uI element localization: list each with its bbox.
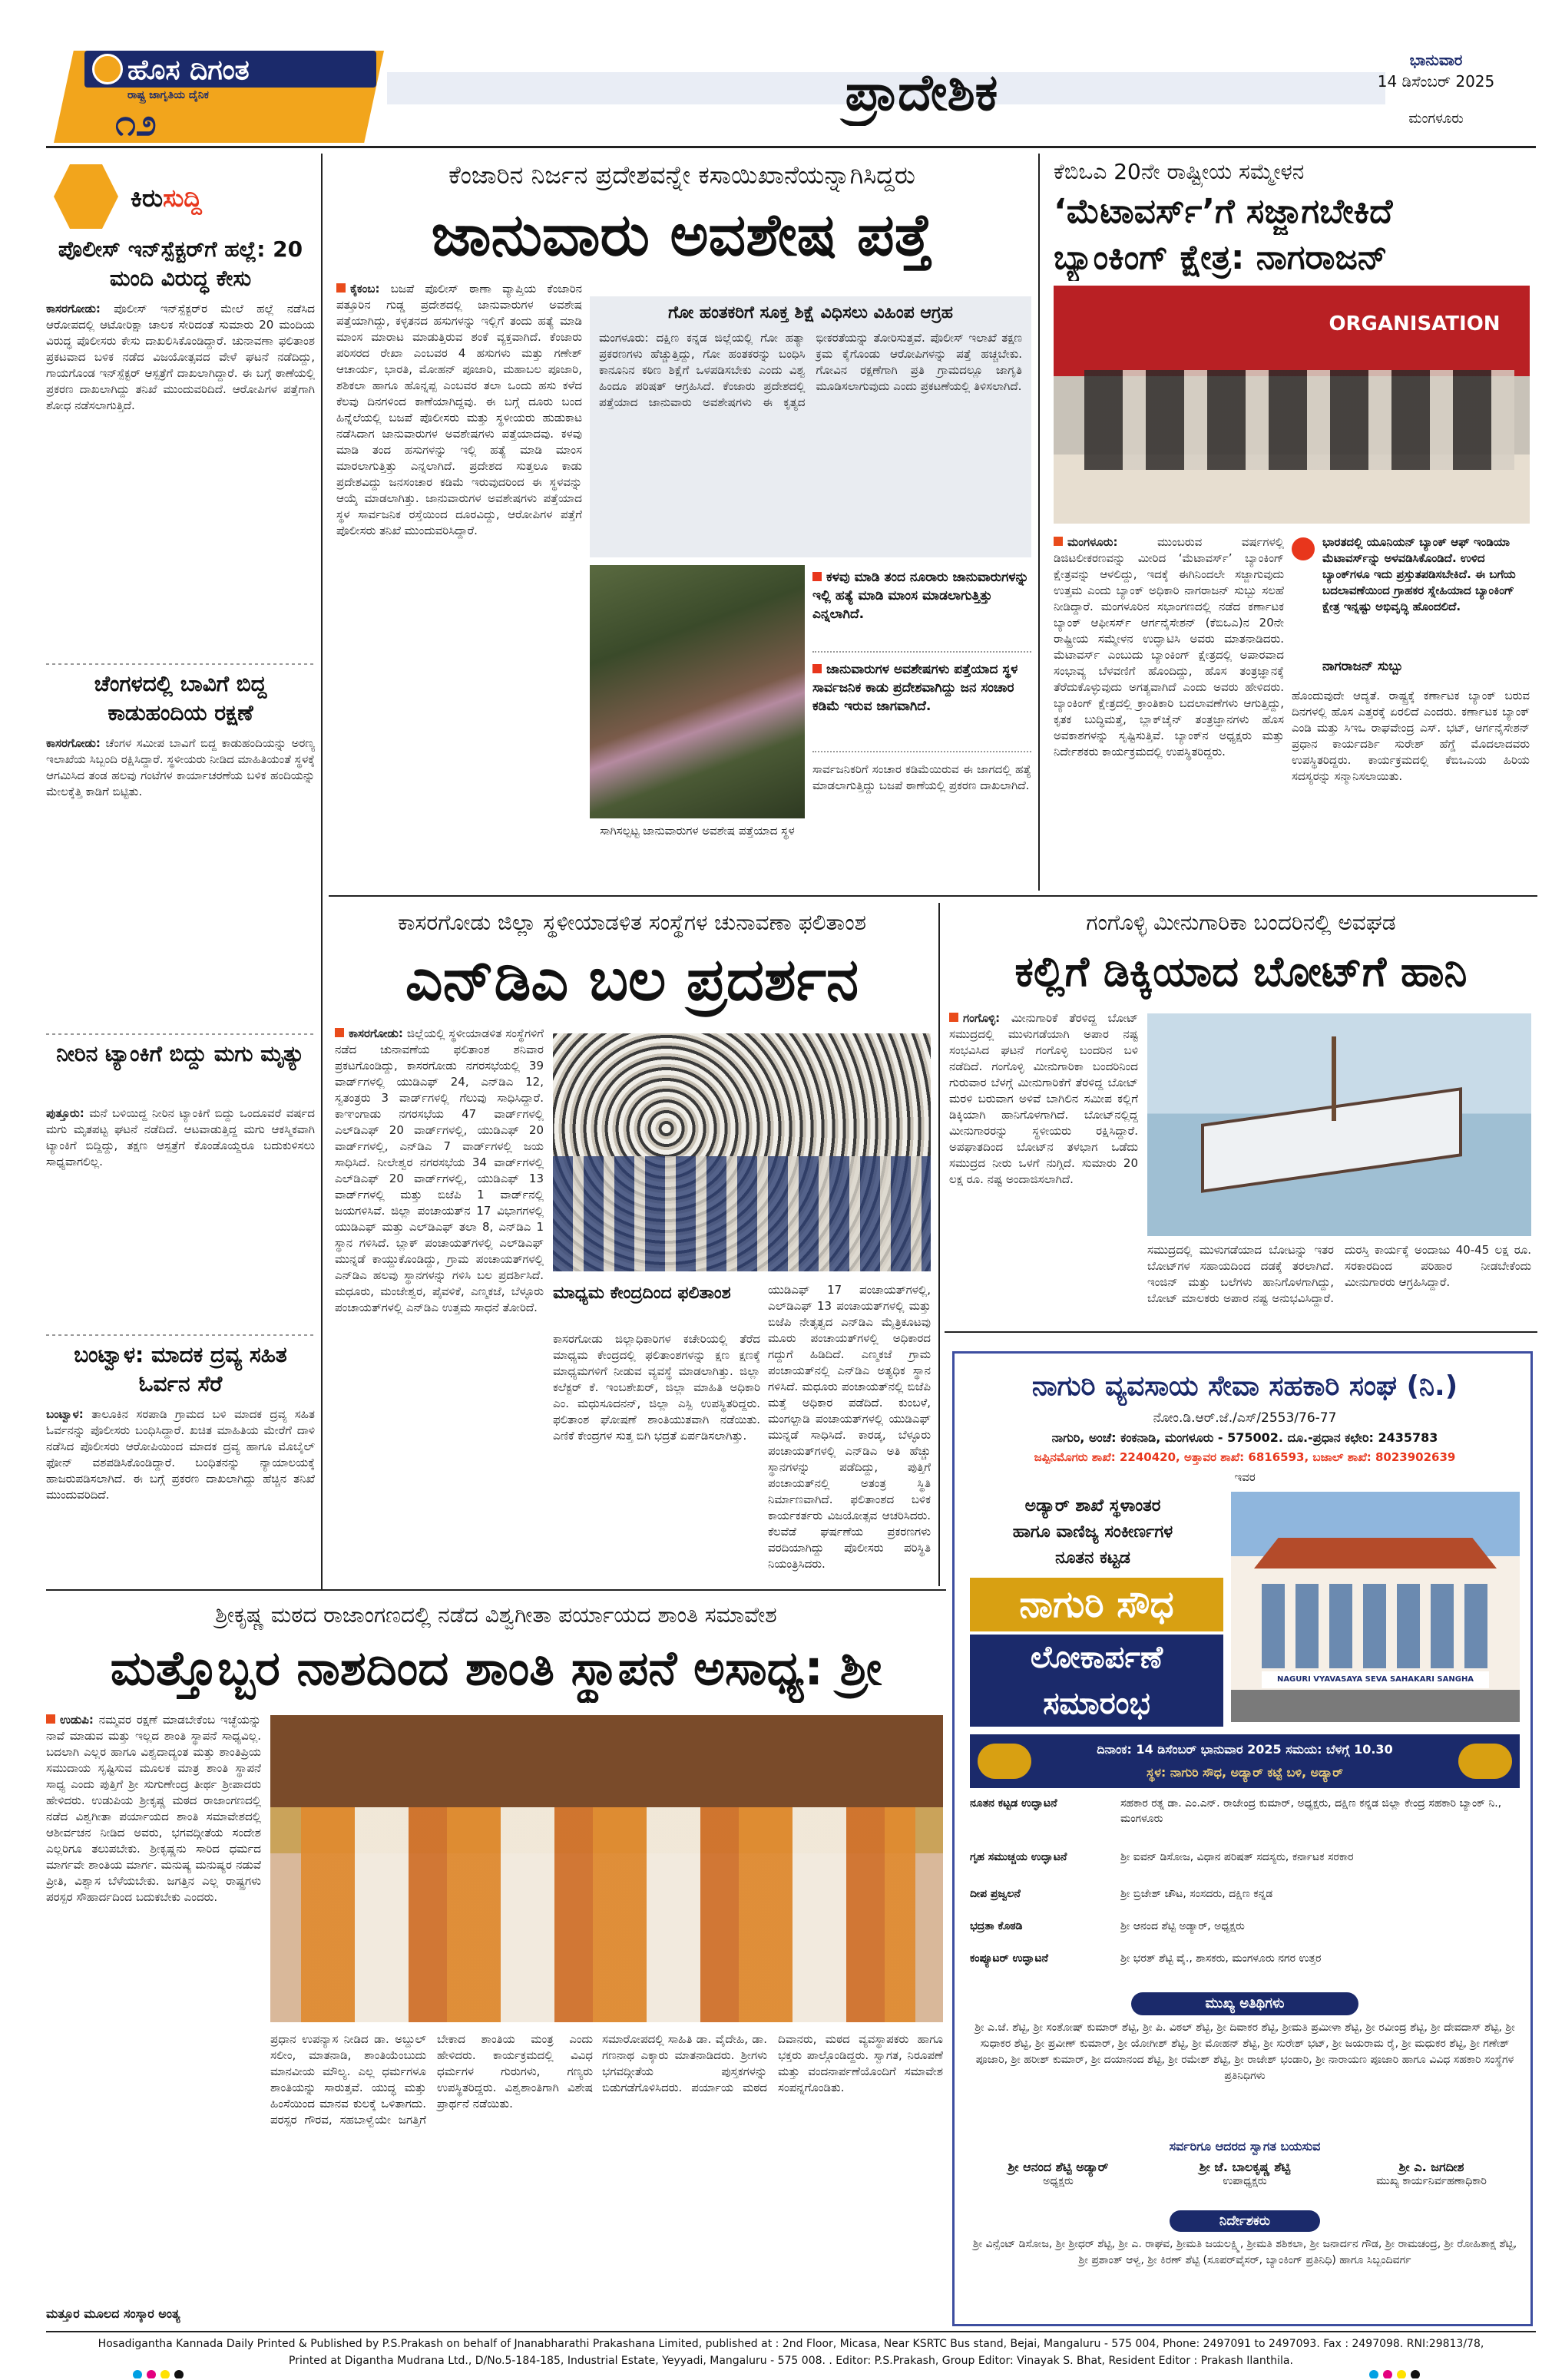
story-boat-body xyxy=(949,1010,1138,1325)
masthead xyxy=(0,0,1542,150)
row-rule-1 xyxy=(329,895,1537,897)
story-metaverse xyxy=(1046,150,1537,895)
story-metaverse-quote-by: ನಾಗರಾಜನ್ ಸುಬ್ಬು xyxy=(1322,659,1404,674)
ad-row-2-k: ಗೃಹ ಸಮುಚ್ಚಯ ಉದ್ಘಾಟನೆ xyxy=(970,1851,1067,1863)
story-metaverse-headline-b: ಬ್ಯಾಂಕಿಂಗ್ ಕ್ಷೇತ್ರ: ನಾಗರಾಜನ್ xyxy=(1054,238,1388,277)
kiru-divider-1 xyxy=(46,663,315,665)
ad-hosts-title: ಸರ್ವರಿಗೂ ಆದರದ ಸ್ವಾಗತ ಬಯಸುವ xyxy=(1169,2139,1321,2154)
police-row xyxy=(553,1156,931,1271)
bullet-icon xyxy=(949,1013,958,1022)
story-boat-headline: ಕಲ್ಲಿಗೆ ಡಿಕ್ಕಿಯಾದ ಬೋಟ್‌ಗೆ ಹಾನಿ xyxy=(1014,947,1468,996)
ad-row-1-v: ಸಹಕಾರ ರತ್ನ ಡಾ. ಎಂ.ಎನ್. ರಾಜೇಂದ್ರ ಕುಮಾರ್, ಅಧ್ಯಕ್ಷರು, ದಕ್ಷಿಣ ಕನ್ನಡ ಜಿಲ್ಲಾ ಕೇಂದ್ರ ಸಹಕಾರಿ ಬ್ಯಾಂಕ್ ನಿ., ಮಂಗಳೂರು xyxy=(1120,1797,1502,1825)
story-metaverse-quote-text: ಭಾರತದಲ್ಲಿ ಯೂನಿಯನ್ ಬ್ಯಾಂಕ್ ಆಫ್ ಇಂಡಿಯಾ ಮೆಟಾವರ್ಸ್‌ನ್ನು ಅಳವಡಿಸಿಕೊಂಡಿದೆ. ಉಳಿದ ಬ್ಯಾಂಕ್‌ಗಳೂ ಇದು ಪ್ರಸ್ತುತಪಡಿಸಬೇಕಿದೆ. ಈ ಬಗೆಯ ಬದಲಾವಣೆಯಿಂದ ಗ್ರಾಹಕರ ಸ್ನೇಹಿಯಾದ ಬ್ಯಾಂಕಿಂಗ್ ಕ್ಷೇತ್ರ ಇನ್ನಷ್ಟು ಅಭಿವೃದ್ಧಿ ಹೊಂದಲಿದೆ. xyxy=(1322,535,1516,613)
ad-directors-title: ನಿರ್ದೇಶಕರು xyxy=(1170,2210,1320,2232)
story-metaverse-headline-a: ‘ಮೆಟಾವರ್ಸ್’ಗೆ ಸಜ್ಜಾಗಬೇಕಿದೆ xyxy=(1054,192,1393,231)
ad-host-1 xyxy=(970,2160,1147,2206)
ad-host-2-role: ಉಪಾಧ್ಯಕ್ಷರು xyxy=(1223,2175,1267,2187)
ad-line1: ಅಡ್ಯಾರ್ ಶಾಖೆ ಸ್ಥಳಾಂತರ xyxy=(1024,1496,1161,1516)
kiru-divider-3 xyxy=(46,1334,315,1336)
ad-row-2-v: ಶ್ರೀ ಐವನ್ ಡಿಸೋಜ, ವಿಧಾನ ಪರಿಷತ್ ಸದಸ್ಯರು, ಕರ್ನಾಟಕ ಸರಕಾರ xyxy=(1120,1851,1354,1863)
story-udupi-text: ನಮ್ಮವರ ರಕ್ಷಣೆ ಮಾಡಬೇಕೆಂಬ ಇಚ್ಛೆಯನ್ನು ನಾವೆ ಮಾಡುವ ಮತ್ತು ಇಲ್ಲದ ಶಾಂತಿ ಸ್ಥಾಪನೆ ಸಾಧ್ಯವಿಲ್ಲ. ಬದಲಾಗಿ ಎಲ್ಲರ ಹಾಗೂ ವಿಶ್ವದಾದ್ಯಂತ ಮತ್ತು ಶಾಂತಿಪ್ರಿಯ ಸಮುದಾಯ ಸೃಷ್ಟಿಸುವ ಮೂಲಕ ಮಾತ್ರ ಶಾಂತಿ ಸ್ಥಾಪನೆ ಸಾಧ್ಯ ಎಂದು ಪುತ್ತಿಗೆ ಶ್ರೀ ಸುಗುಣೇಂದ್ರ ತೀರ್ಥ ಶ್ರೀಪಾದರು ಹೇಳಿದರು. ಉಡುಪಿಯ ಶ್ರೀಕೃಷ್ಣ ಮಠದ ರಾಜಾಂಗಣದಲ್ಲಿ ನಡೆದ ವಿಶ್ವಗೀತಾ ಪರ್ಯಾಯದ ಶಾಂತಿ ಸಮಾವೇಶದಲ್ಲಿ ಆಶೀರ್ವಚನ ನೀಡಿದ ಅವರು, ಭಗವದ್ಗೀತೆಯ ಸಂದೇಶ ಎಲ್ಲರಿಗೂ ತಲುಪಬೇಕು. ಶ್ರೀಕೃಷ್ಣನು ಸಾರಿದ ಧರ್ಮದ ಮಾರ್ಗವೇ ಶಾಂತಿಯ ಮಾರ್ಗ. ಮನುಷ್ಯ ಮನುಷ್ಯರ ನಡುವೆ ಪ್ರೀತಿ, ವಿಶ್ವಾಸ ಬೆಳೆಯಬೇಕು. ಜಗತ್ತಿನ ಎಲ್ಲ ರಾಷ್ಟ್ರಗಳು ಪರಸ್ಪರ ಸೌಹಾರ್ದದಿಂದ ಬದುಕಬೇಕು ಎಂದರು. xyxy=(46,1713,261,1904)
people-row xyxy=(1084,370,1514,470)
story-boat-text: ಮೀನುಗಾರಿಕೆ ತೆರಳಿದ್ದ ಬೋಟ್ ಸಮುದ್ರದಲ್ಲಿ ಮುಳುಗಡೆಯಾಗಿ ಅಪಾರ ನಷ್ಟ ಸಂಭವಿಸಿದ ಘಟನೆ ಗಂಗೊಳ್ಳಿ ಬಂದರಿನ ಬಳಿ ನಡೆದಿದೆ. ಗಂಗೊಳ್ಳಿ ಮೀನುಗಾರಿಕಾ ಬಂದರಿನಿಂದ ಗುರುವಾರ ಬೆಳಗ್ಗೆ ಮೀನುಗಾರಿಕೆಗೆ ತೆರಳಿದ್ದ ಬೋಟ್ ಮರಳಿ ಬರುವಾಗ ಅಳಿವೆ ಬಾಗಿಲಿನ ಸಮೀಪ ಕಲ್ಲಿಗೆ ಡಿಕ್ಕಿಯಾಗಿ ಹಾನಿಗೊಳಗಾಗಿದೆ. ಬೋಟ್‌ನಲ್ಲಿದ್ದ ಮೀನುಗಾರರನ್ನು ಸ್ಥಳೀಯರು ರಕ್ಷಿಸಿದ್ದಾರೆ. ಅಪಘಾತದಿಂದ ಬೋಟ್‌ನ ತಳಭಾಗ ಒಡೆದು ಸಮುದ್ರದ ನೀರು ಒಳಗೆ ನುಗ್ಗಿದೆ. ಸುಮಾರು 20 ಲಕ್ಷ ರೂ. ನಷ್ಟ ಅಂದಾಜಿಸಲಾಗಿದೆ. xyxy=(949,1011,1138,1186)
ad-row-1-k: ನೂತನ ಕಟ್ಟಡ ಉದ್ಘಾಟನೆ xyxy=(970,1797,1057,1810)
cmyk-yellow-icon xyxy=(160,2370,170,2378)
kiru-item-3-title: ನೀರಿನ ಟ್ಯಾಂಕಿಗೆ ಬಿದ್ದು ಮಗು ಮೃತ್ಯು xyxy=(56,1041,305,1066)
kiru-item-3-text: ಮನೆ ಬಳಿಯಿದ್ದ ನೀರಿನ ಟ್ಯಾಂಕಿಗೆ ಬಿದ್ದು ಒಂದೂವರೆ ವರ್ಷದ ಮಗು ಮೃತಪಟ್ಟ ಘಟನೆ ನಡೆದಿದೆ. ಆಟವಾಡುತ್ತಿದ್ದ ಮಗು ಆಕಸ್ಮಿಕವಾಗಿ ಟ್ಯಾಂಕಿಗೆ ಬಿದ್ದಿದ್ದು, ತಕ್ಷಣ ಆಸ್ಪತ್ರೆಗೆ ಕೊಂಡೊಯ್ದರೂ ಬದುಕುಳಿಸಲು ಸಾಧ್ಯವಾಗಲಿಲ್ಲ. xyxy=(46,1106,315,1169)
ad-building-sign: NAGURI VYAVASAYA SEVA SAHAKARI SANGHA xyxy=(1262,1671,1489,1688)
kirusuddi-column xyxy=(46,154,315,1589)
ad-house: ಇವರ xyxy=(1234,1470,1256,1484)
ad-org: ನಾಗುರಿ ವ್ಯವಸಾಯ ಸೇವಾ ಸಹಕಾರಿ ಸಂಘ (ನಿ.) xyxy=(1031,1370,1458,1402)
story-cattle-box-title: ಗೋ ಹಂತಕರಿಗೆ ಸೂಕ್ತ ಶಿಕ್ಷೆ ವಿಧಿಸಲು ವಿಹಿಂಪ ಆಗ್ರಹ xyxy=(668,303,953,322)
story-metaverse-photo xyxy=(1054,286,1530,524)
ad-phones: ಜಪ್ಪಿನಮೊಗರು ಶಾಖೆ: 2240420, ಅತ್ತಾವರ ಶಾಖೆ: 6816593, ಬಜಾಲ್ ಶಾಖೆ: 8023902639 xyxy=(1034,1450,1456,1464)
story-cattle-photo-caption: ಸಾಗಿಸಲ್ಪಟ್ಟ ಜಾನುವಾರುಗಳ ಅವಶೇಷ ಪತ್ತೆಯಾದ ಸ್ಥಳ xyxy=(600,824,795,838)
story-metaverse-body xyxy=(1054,534,1284,888)
ad-event-b: ಸಮಾರಂಭ xyxy=(970,1681,1223,1727)
ad-host-3-name: ಶ್ರೀ ಎ. ಜಗದೀಶ xyxy=(1398,2160,1464,2174)
ad-guests: ಶ್ರೀ ಎ.ಜೆ. ಶೆಟ್ಟಿ, ಶ್ರೀ ಸಂತೋಷ್ ಕುಮಾರ್ ಶೆಟ್ಟಿ, ಶ್ರೀ ಪಿ. ವಿಠಲ್ ಶೆಟ್ಟಿ, ಶ್ರೀ ದಿವಾಕರ ಶೆಟ್ಟಿ, ಶ್ರೀಮತಿ ಪ್ರಮೀಳಾ ಶೆಟ್ಟಿ, ಶ್ರೀ ರವೀಂದ್ರ ಶೆಟ್ಟಿ, ಶ್ರೀ ದೇವದಾಸ್ ಶೆಟ್ಟಿ, ಶ್ರೀ ಸುಧಾಕರ ಶೆಟ್ಟಿ, ಶ್ರೀ ಪ್ರವೀಣ್ ಕುಮಾರ್, ಶ್ರೀ ಯೋಗೀಶ್ ಶೆಟ್ಟಿ, ಶ್ರೀ ಮೋಹನ್ ಶೆಟ್ಟಿ, ಶ್ರೀ ಸುರೇಶ್ ಭಟ್, ಶ್ರೀ ಜಯರಾಮ ರೈ, ಶ್ರೀ ಮಧುಕರ ಶೆಟ್ಟಿ, ಶ್ರೀ ಗಣೇಶ್ ಪೂಜಾರಿ, ಶ್ರೀ ಹರೀಶ್ ಕುಮಾರ್, ಶ್ರೀ ದಯಾನಂದ ಶೆಟ್ಟಿ, ಶ್ರೀ ರಮೇಶ್ ಶೆಟ್ಟಿ, ಶ್ರೀ ರಾಜೇಶ್ ಭಂಡಾರಿ, ಶ್ರೀ ನಾರಾಯಣ ಪೂಜಾರಿ ಹಾಗೂ ವಿವಿಧ ಸಹಕಾರಿ ಸಂಸ್ಥೆಗಳ ಪ್ರತಿನಿಧಿಗಳು xyxy=(975,2021,1515,2082)
story-nda-headline: ಎನ್‌ಡಿಎ ಬಲ ಪ್ರದರ್ಶನ xyxy=(405,945,859,1013)
page-number: ೧೨ xyxy=(115,101,157,144)
story-cattle-pull-c: ಸಾರ್ವಜನಿಕರಿಗೆ ಸಂಚಾರ ಕಡಿಮೆಯಿರುವ ಈ ಜಾಗದಲ್ಲಿ ಹತ್ಯೆ ಮಾಡಲಾಗುತ್ತಿದ್ದು ಬಜಪೆ ಠಾಣೆಯಲ್ಲಿ ಪ್ರಕರಣ ದಾಖಲಾಗಿದೆ. xyxy=(812,762,1031,792)
cmyk-black-icon xyxy=(174,2370,184,2378)
boat-mast xyxy=(1332,1036,1336,1121)
ad-host-3-role: ಮುಖ್ಯ ಕಾರ್ಯನಿರ್ವಹಣಾಧಿಕಾರಿ xyxy=(1376,2175,1487,2187)
story-cattle-text: ಬಜಪೆ ಪೊಲೀಸ್ ಠಾಣಾ ವ್ಯಾಪ್ತಿಯ ಕೆಂಜಾರಿನ ಪತ್ತೂರಿನ ಗುಡ್ಡ ಪ್ರದೇಶದಲ್ಲಿ ಜಾನುವಾರುಗಳ ಅವಶೇಷ ಪತ್ತೆಯಾಗಿದ್ದು, ಕಳ್ಳತನದ ಹಸುಗಳನ್ನು ಇಲ್ಲಿಗೆ ತಂದು ಹತ್ಯೆ ಮಾಡಿ ಮಾಂಸ ಮಾರಾಟ ಮಾಡುತ್ತಿರುವ ಶಂಕೆ ವ್ಯಕ್ತವಾಗಿದೆ. ಕೆಂಜಾರು ಪರಿಸರದ ರೇಖಾ ಎಂಬವರ 4 ಹಸುಗಳು ಮತ್ತು ಗಣೇಶ್ ಆಚಾರ್ಯ, ಭಾರತಿ, ಮೋಹನ್ ಪೂಜಾರಿ, ಮಹಾಬಲ ಪೂಜಾರಿ, ಶಶಿಕಲಾ ಹಾಗೂ ಹೊನ್ನಪ್ಪ ಎಂಬವರ ತಲಾ ಒಂದು ಹಸು ಕಳೆದ ಕೆಲವು ದಿನಗಳಿಂದ ಕಾಣೆಯಾಗಿದ್ದವು. ಈ ಬಗ್ಗೆ ದೂರು ಬಂದ ಹಿನ್ನೆಲೆಯಲ್ಲಿ ಬಜಪೆ ಪೊಲೀಸರು ಮತ್ತು ಸ್ಥಳೀಯರು ಹುಡುಕಾಟ ನಡೆಸಿದಾಗ ಜಾನುವಾರುಗಳ ಅವಶೇಷಗಳು ಪತ್ತೆಯಾದವು. ಕಳವು ಮಾಡಿ ತಂದ ಹಸುಗಳನ್ನು ಇಲ್ಲಿ ಹತ್ಯೆ ಮಾಡಿ ಮಾಂಸ ಮಾರಲಾಗುತ್ತಿತ್ತು ಎನ್ನಲಾಗಿದೆ. ಪ್ರದೇಶದ ಸುತ್ತಲೂ ಕಾಡು ಪ್ರದೇಶವಿದ್ದು ಜನಸಂಚಾರ ಕಡಿಮೆ ಇರುವುದರಿಂದ ಈ ಸ್ಥಳವನ್ನು ಆಯ್ಕೆ ಮಾಡಲಾಗಿತ್ತು. ಜಾನುವಾರುಗಳ ಅವಶೇಷಗಳು ಪತ್ತೆಯಾದ ಸ್ಥಳ ಸಾರ್ವಜನಿಕ ರಸ್ತೆಯಿಂದ ದೂರವಿದ್ದು, ಆರೋಪಿಗಳ ಪತ್ತೆಗೆ ಪೊಲೀಸರು ತನಿಖೆ ಮುಂದುವರಿಸಿದ್ದಾರೆ. xyxy=(336,282,582,537)
story-udupi-body2: ಪ್ರಧಾನ ಉಪನ್ಯಾಸ ನೀಡಿದ ಡಾ. ಅಬ್ದುಲ್ ಸಲೀಂ, ಮಾತನಾಡಿ, ಶಾಂತಿಯೆಂಬುದು ಮಾನವೀಯ ಮೌಲ್ಯ. ಎಲ್ಲ ಧರ್ಮಗಳೂ ಶಾಂತಿಯನ್ನು ಸಾರುತ್ತವೆ. ಯುದ್ಧ ಮತ್ತು ಹಿಂಸೆಯಿಂದ ಮಾನವ ಕುಲಕ್ಕೆ ಒಳಿತಾಗದು. ಪರಸ್ಪರ ಗೌರವ, ಸಹಬಾಳ್ವೆಯೇ ಜಗತ್ತಿಗೆ ಬೇಕಾದ ಶಾಂತಿಯ ಮಂತ್ರ ಎಂದು ಹೇಳಿದರು. ಕಾರ್ಯಕ್ರಮದಲ್ಲಿ ವಿವಿಧ ಧರ್ಮಗಳ ಗುರುಗಳು, ಗಣ್ಯರು ಉಪಸ್ಥಿತರಿದ್ದರು. ವಿಶ್ವಶಾಂತಿಗಾಗಿ ವಿಶೇಷ ಪ್ರಾರ್ಥನೆ ನಡೆಯಿತು. xyxy=(270,2032,593,2127)
ad-host-3 xyxy=(1343,2160,1520,2206)
story-cattle-pull-b xyxy=(812,660,1031,752)
story-nda-kicker: ಕಾಸರಗೋಡು ಜಿಲ್ಲಾ ಸ್ಥಳೀಯಾಡಳಿತ ಸಂಸ್ಥೆಗಳ ಚುನಾವಣಾ ಫಲಿತಾಂಶ xyxy=(398,910,866,935)
column-rule-left xyxy=(321,154,323,1589)
column-rule-nda xyxy=(938,903,940,1586)
story-nda-box-body: ಕಾಸರಗೋಡು ಜಿಲ್ಲಾಧಿಕಾರಿಗಳ ಕಚೇರಿಯಲ್ಲಿ ತೆರೆದ ಮಾಧ್ಯಮ ಕೇಂದ್ರದಲ್ಲಿ ಫಲಿತಾಂಶಗಳನ್ನು ಕ್ಷಣ ಕ್ಷಣಕ್ಕೆ ಮಾಧ್ಯಮಗಳಿಗೆ ನೀಡುವ ವ್ಯವಸ್ಥೆ ಮಾಡಲಾಗಿತ್ತು. ಜಿಲ್ಲಾ ಕಲೆಕ್ಟರ್ ಕೆ. ಇಂಬಶೇಖರ್, ಜಿಲ್ಲಾ ಮಾಹಿತಿ ಅಧಿಕಾರಿ ಎಂ. ಮಧುಸೂದನನ್, ಜಿಲ್ಲಾ ಎಸ್ಪಿ ಉಪಸ್ಥಿತರಿದ್ದರು. ಫಲಿತಾಂಶ ಘೋಷಣೆ ಶಾಂತಿಯುತವಾಗಿ ನಡೆಯಿತು. ಎಣಿಕೆ ಕೇಂದ್ರಗಳ ಸುತ್ತ ಬಿಗಿ ಭದ್ರತೆ ಏರ್ಪಡಿಸಲಾಗಿತ್ತು. xyxy=(553,1332,760,1443)
ad-host-1-role: ಅಧ್ಯಕ್ಷರು xyxy=(1043,2175,1074,2187)
story-boat-kicker: ಗಂಗೊಳ್ಳಿ ಮೀನುಗಾರಿಕಾ ಬಂದರಿನಲ್ಲಿ ಅವಘಡ xyxy=(1086,910,1396,935)
kiru-item-3-place: ಪುತ್ತೂರು: xyxy=(46,1106,84,1120)
story-boat-body2: ಸಮುದ್ರದಲ್ಲಿ ಮುಳುಗಡೆಯಾದ ಬೋಟನ್ನು ಇತರ ಬೋಟ್‌ಗಳ ಸಹಾಯದಿಂದ ದಡಕ್ಕೆ ತರಲಾಗಿದೆ. ಇಂಜಿನ್ ಮತ್ತು ಬಲೆಗಳು ಹಾನಿಗೊಳಗಾಗಿದ್ದು, ಬೋಟ್ ಮಾಲಕರು ಅಪಾರ ನಷ್ಟ ಅನುಭವಿಸಿದ್ದಾರೆ. ದುರಸ್ತಿ ಕಾರ್ಯಕ್ಕೆ ಅಂದಾಜು 40-45 ಲಕ್ಷ ರೂ. ಸರಕಾರದಿಂದ ಪರಿಹಾರ ನೀಡಬೇಕೆಂದು ಮೀನುಗಾರರು ಆಗ್ರಹಿಸಿದ್ದಾರೆ. xyxy=(1147,1243,1531,1305)
kirusuddi-label xyxy=(131,181,315,215)
story-cattle-pull-b-text: ಜಾನುವಾರುಗಳ ಅವಶೇಷಗಳು ಪತ್ತೆಯಾದ ಸ್ಥಳ ಸಾರ್ವಜನಿಕ ಕಾಡು ಪ್ರದೇಶವಾಗಿದ್ದು ಜನ ಸಂಚಾರ ಕಡಿಮೆ ಇರುವ ಜಾಗವಾಗಿದೆ. xyxy=(812,662,1018,714)
story-nda-box xyxy=(553,1282,760,1586)
edition-city: ಮಂಗಳೂರು xyxy=(1408,111,1464,127)
kirusuddi-label-b: ಸುದ್ದಿ xyxy=(163,183,202,213)
ad-date-line: ದಿನಾಂಕ: 14 ಡಿಸೆಂಬರ್ ಭಾನುವಾರ 2025 ಸಮಯ: ಬೆಳಗ್ಗೆ 10.30 xyxy=(1097,1742,1393,1757)
quote-mark-icon xyxy=(1292,537,1315,560)
story-boat-place: ಗಂಗೊಳ್ಳಿ: xyxy=(963,1011,1001,1025)
kirusuddi-label-a: ಕಿರು xyxy=(131,183,164,213)
ad-date-band xyxy=(970,1734,1520,1788)
story-cattle-pull-a xyxy=(812,568,1031,653)
kiru-item-2-text: ಚೆಂಗಳ ಸಮೀಪ ಬಾವಿಗೆ ಬಿದ್ದ ಕಾಡುಹಂದಿಯನ್ನು ಅರಣ್ಯ ಇಲಾಖೆಯ ಸಿಬ್ಬಂದಿ ರಕ್ಷಿಸಿದ್ದಾರೆ. ಸ್ಥಳೀಯರು ನೀಡಿದ ಮಾಹಿತಿಯಂತೆ ಸ್ಥಳಕ್ಕೆ ಆಗಮಿಸಿದ ತಂಡ ಹಲವು ಗಂಟೆಗಳ ಕಾರ್ಯಾಚರಣೆಯ ಬಳಿಕ ಹಂದಿಯನ್ನು ಮೇಲಕ್ಕೆತ್ತಿ ಕಾಡಿಗೆ ಬಿಟ್ಟಿತು. xyxy=(46,736,315,798)
story-cattle-photo xyxy=(590,565,805,818)
ad-reg: ನೋಂ.ಡಿ.ಆರ್.ಜೆ./ಎಸ್/2553/76-77 xyxy=(1153,1410,1337,1426)
bullet-icon xyxy=(335,1028,344,1037)
ad-row-5-k: ಕಂಪ್ಯೂಟರ್ ಉದ್ಘಾಟನೆ xyxy=(970,1952,1048,1965)
story-udupi-headline: ಮತ್ತೊಬ್ಬರ ನಾಶದಿಂದ ಶಾಂತಿ ಸ್ಥಾಪನೆ ಅಸಾಧ್ಯ: ಶ್ರೀ xyxy=(110,1640,882,1696)
ad-host-2 xyxy=(1156,2160,1333,2206)
ad-line3: ನೂತನ ಕಟ್ಟಡ xyxy=(1055,1549,1130,1568)
kiru-item-2-title: ಚೆಂಗಳದಲ್ಲಿ ಬಾವಿಗೆ ಬಿದ್ದ ಕಾಡುಹಂದಿಯ ರಕ್ಷಣೆ xyxy=(94,671,267,726)
story-metaverse-place: ಮಂಗಳೂರು: xyxy=(1067,535,1118,549)
kiru-item-4-text: ತಾಲೂಕಿನ ಸರಪಾಡಿ ಗ್ರಾಮದ ಬಳಿ ಮಾದಕ ದ್ರವ್ಯ ಸಹಿತ ಓರ್ವನನ್ನು ಪೊಲೀಸರು ಬಂಧಿಸಿದ್ದಾರೆ. ಖಚಿತ ಮಾಹಿತಿಯ ಮೇರೆಗೆ ದಾಳಿ ನಡೆಸಿದ ಪೊಲೀಸರು ಆರೋಪಿಯಿಂದ ಮಾದಕ ದ್ರವ್ಯ ಹಾಗೂ ಮೊಬೈಲ್ ಫೋನ್ ವಶಪಡಿಸಿಕೊಂಡಿದ್ದಾರೆ. ಬಂಧಿತನನ್ನು ನ್ಯಾಯಾಲಯಕ್ಕೆ ಹಾಜರುಪಡಿಸಲಾಗಿದೆ. ಈ ಬಗ್ಗೆ ಪ್ರಕರಣ ದಾಖಲಾಗಿದ್ದು ಹೆಚ್ಚಿನ ತನಿಖೆ ಮುಂದುವರಿದಿದೆ. xyxy=(46,1407,315,1502)
story-cattle-box-body: ಮಂಗಳೂರು: ದಕ್ಷಿಣ ಕನ್ನಡ ಜಿಲ್ಲೆಯಲ್ಲಿ ಗೋ ಹತ್ಯಾ ಪ್ರಕರಣಗಳು ಹೆಚ್ಚುತ್ತಿದ್ದು, ಗೋ ಹಂತಕರನ್ನು ಬಂಧಿಸಿ ಕಾನೂನಿನ ಕಠಿಣ ಶಿಕ್ಷೆಗೆ ಒಳಪಡಿಸಬೇಕು ಎಂದು ವಿಶ್ವ ಹಿಂದೂ ಪರಿಷತ್ ಆಗ್ರಹಿಸಿದೆ. ಕೆಂಜಾರು ಪ್ರದೇಶದಲ್ಲಿ ಪತ್ತೆಯಾದ ಜಾನುವಾರು ಅವಶೇಷಗಳು ಈ ಕೃತ್ಯದ ಭೀಕರತೆಯನ್ನು ತೋರಿಸುತ್ತವೆ. ಪೊಲೀಸ್ ಇಲಾಖೆ ತಕ್ಷಣ ಕ್ರಮ ಕೈಗೊಂಡು ಆರೋಪಿಗಳನ್ನು ಪತ್ತೆ ಹಚ್ಚಬೇಕು. ಗೋವಿನ ರಕ್ಷಣೆಗಾಗಿ ಪ್ರತಿ ಗ್ರಾಮದಲ್ಲೂ ಜಾಗೃತಿ ಮೂಡಿಸಲಾಗುವುದು ಎಂದು ಪ್ರಕಟಣೆಯಲ್ಲಿ ತಿಳಿಸಲಾಗಿದೆ. xyxy=(599,331,1022,409)
story-cattle-body xyxy=(336,281,582,888)
footer-line-1: Hosadigantha Kannada Daily Printed & Published by P.S.Prakash on behalf of Jnanabharathi Prakashana Limited, published at : 2nd Floor, Micasa, Near KSRTC Bus stand, Bejai, Mangaluru - 575 004, Phone: 2497091 to 2497093. Fax : 2497098. RNI:29813/78, xyxy=(98,2338,1484,2350)
story-nda-place: ಕಾಸರಗೋಡು: xyxy=(349,1026,403,1040)
cmyk-magenta-icon xyxy=(147,2370,156,2378)
footer-line-2: Printed at Digantha Mudrana Ltd., D/No.5-184-185, Industrial Estate, Yeyyadi, Mangaluru - 575 008. . Editor: P.S.Prakash, Group Editor: Vinayak S. Bhat, Resident Editor : Prakash Ilanthila. xyxy=(289,2355,1293,2367)
ad-building-roof xyxy=(1254,1538,1497,1568)
issue-date: 14 ಡಿಸೆಂಬರ್ 2025 xyxy=(1377,72,1495,91)
bullet-icon xyxy=(46,1714,55,1724)
story-udupi-sub: ಮತ್ತೂರ ಮೂಲದ ಸಂಸ್ಕಾರ ಅಂತ್ಯ xyxy=(46,2306,180,2321)
row-rule-boat xyxy=(945,1331,1537,1333)
footer-rule xyxy=(46,2331,1536,2332)
story-udupi xyxy=(46,1592,946,2329)
registration-marks-right xyxy=(1367,2368,1428,2378)
story-udupi-kicker: ಶ್ರೀಕೃಷ್ಣ ಮಠದ ರಾಜಾಂಗಣದಲ್ಲಿ ನಡೆದ ವಿಶ್ವಗೀತಾ ಪರ್ಯಾಯದ ಶಾಂತಿ ಸಮಾವೇಶ xyxy=(215,1602,777,1628)
bullet-icon xyxy=(1054,537,1063,546)
story-cattle-kicker: ಕೆಂಜಾರಿನ ನಿರ್ಜನ ಪ್ರದೇಶವನ್ನೇ ಕಸಾಯಿಖಾನೆಯನ್ನಾಗಿಸಿದ್ದರು xyxy=(448,160,915,190)
cmyk-cyan-icon xyxy=(133,2370,142,2378)
ad-event-a: ಲೋಕಾರ್ಪಣೆ xyxy=(970,1635,1223,1681)
story-boat xyxy=(945,898,1537,1328)
kiru-item-4-title: ಬಂಟ್ವಾಳ: ಮಾದಕ ದ್ರವ್ಯ ಸಹಿತ ಓರ್ವನ ಸೆರೆ xyxy=(74,1342,287,1397)
cmyk-magenta-icon xyxy=(1383,2370,1392,2378)
story-metaverse-banner: ORGANISATION xyxy=(1329,312,1501,336)
handshake-icon xyxy=(978,1744,1031,1779)
kiru-item-4-place: ಬಂಟ್ವಾಳ: xyxy=(46,1407,84,1421)
ad-addr: ನಾಗುರಿ, ಅಂಚೆ: ಕಂಕನಾಡಿ, ಮಂಗಳೂರು - 575002. ದೂ.-ಪ್ರಧಾನ ಕಛೇರಿ: 2435783 xyxy=(1051,1430,1438,1445)
story-metaverse-quote xyxy=(1292,534,1530,680)
story-metaverse-body2: ಹೊಂದುವುದೇ ಆದ್ಯತೆ. ರಾಷ್ಟ್ರಕ್ಕೆ ಕರ್ಣಾಟಕ ಬ್ಯಾಂಕ್ ಬರುವ ದಿನಗಳಲ್ಲಿ ಹೊಸ ಎತ್ತರಕ್ಕೆ ಏರಲಿದೆ ಎಂದರು. ಕರ್ಣಾಟಕ ಬ್ಯಾಂಕ್ ಎಂಡಿ ಮತ್ತು ಸಿಇಒ ರಾಘವೇಂದ್ರ ಎಸ್. ಭಟ್, ಆರ್ಗನೈಸೇಶನ್ ಪ್ರಧಾನ ಕಾರ್ಯದರ್ಶಿ ಸುರೇಶ್ ಹೆಗ್ಡೆ ಮೊದಲಾದವರು ಉಪಸ್ಥಿತರಿದ್ದರು. ಕಾರ್ಯಕ್ರಮದಲ್ಲಿ ಕೆಬಿಒಎಯ ಹಿರಿಯ ಸದಸ್ಯರನ್ನು ಸನ್ಮಾನಿಸಲಾಯಿತು. xyxy=(1292,689,1530,783)
masthead-rule xyxy=(46,146,1536,148)
story-cattle-box xyxy=(590,296,1031,557)
story-udupi-place: ಉಡುಪಿ: xyxy=(60,1713,94,1727)
story-nda-text: ಜಿಲ್ಲೆಯಲ್ಲಿ ಸ್ಥಳೀಯಾಡಳಿತ ಸಂಸ್ಥೆಗಳಿಗೆ ನಡೆದ ಚುನಾವಣೆಯ ಫಲಿತಾಂಶ ಶನಿವಾರ ಪ್ರಕಟಗೊಂಡಿದ್ದು, ಕಾಸರಗೋಡು ನಗರಸಭೆಯಲ್ಲಿ 39 ವಾರ್ಡ್‌ಗಳಲ್ಲಿ ಯುಡಿಎಫ್ 24, ಎನ್‌ಡಿಎ 12, ಸ್ವತಂತ್ರರು 3 ವಾರ್ಡ್‌ಗಳಲ್ಲಿ ಗೆಲುವು ಸಾಧಿಸಿದ್ದಾರೆ. ಕಾಞಂಗಾಡು ನಗರಸಭೆಯ 47 ವಾರ್ಡ್‌ಗಳಲ್ಲಿ ಎಲ್‌ಡಿಎಫ್ 20 ವಾರ್ಡ್‌ಗಳಲ್ಲಿ, ಯುಡಿಎಫ್ 20 ವಾರ್ಡ್‌ಗಳಲ್ಲಿ, ಎನ್‌ಡಿಎ 7 ವಾರ್ಡ್‌ಗಳಲ್ಲಿ ಜಯ ಸಾಧಿಸಿದೆ. ನೀಲೇಶ್ವರ ನಗರಸಭೆಯ 34 ವಾರ್ಡ್‌ಗಳಲ್ಲಿ ಎಲ್‌ಡಿಎಫ್ 20 ವಾರ್ಡ್‌ಗಳಲ್ಲಿ, ಯುಡಿಎಫ್ 13 ವಾರ್ಡ್‌ಗಳಲ್ಲಿ ಮತ್ತು ಬಿಜೆಪಿ 1 ವಾರ್ಡ್‌ನಲ್ಲಿ ಜಯಗಳಿಸಿವೆ. ಜಿಲ್ಲಾ ಪಂಚಾಯತ್‌ನ 17 ವಿಭಾಗಗಳಲ್ಲಿ ಯುಡಿಎಫ್ ಮತ್ತು ಎಲ್‌ಡಿಎಫ್ ತಲಾ 8, ಎನ್‌ಡಿಎ 1 ಸ್ಥಾನ ಗಳಿಸಿದೆ. ಬ್ಲಾಕ್ ಪಂಚಾಯತ್‌ಗಳಲ್ಲಿ ಎಲ್‌ಡಿಎಫ್ ಮುನ್ನಡೆ ಕಾಯ್ದುಕೊಂಡಿದ್ದು, ಗ್ರಾಮ ಪಂಚಾಯತ್‌ಗಳಲ್ಲಿ ಎನ್‌ಡಿಎ ಹಲವು ಸ್ಥಾನಗಳನ್ನು ಗಳಿಸಿ ಬಲ ಪ್ರದರ್ಶಿಸಿದೆ. ಮಧೂರು, ಮಂಜೇಶ್ವರ, ಪೈವಳಿಕೆ, ಎಣ್ಮಕಜೆ, ಬೆಳ್ಳೂರು ಪಂಚಾಯತ್‌ಗಳಲ್ಲಿ ಎನ್‌ಡಿಎ ಉತ್ತಮ ಸಾಧನೆ ತೋರಿದೆ. xyxy=(335,1026,544,1314)
pull-arrow-icon xyxy=(812,664,822,673)
cmyk-yellow-icon xyxy=(1397,2370,1406,2378)
kiru-item-2-body xyxy=(46,735,315,1035)
pull-arrow-icon xyxy=(812,572,822,581)
kiru-item-3-body xyxy=(46,1106,315,1336)
kiru-item-4-body xyxy=(46,1407,315,1583)
story-udupi-photo xyxy=(270,1715,943,2022)
kiru-item-1-place: ಕಾಸರಗೋಡು: xyxy=(46,302,101,316)
ad-directors: ಶ್ರೀ ವಿನ್ಸೆಂಟ್ ಡಿಸೋಜ, ಶ್ರೀ ಶ್ರೀಧರ್ ಶೆಟ್ಟಿ, ಶ್ರೀ ಎ. ರಾಘವ, ಶ್ರೀಮತಿ ಜಯಲಕ್ಷ್ಮಿ, ಶ್ರೀಮತಿ ಶಶಿಕಲಾ, ಶ್ರೀ ಜನಾರ್ದನ ಗೌಡ, ಶ್ರೀ ರಾಮಚಂದ್ರ, ಶ್ರೀ ರೋಹಿತಾಕ್ಷ ಶೆಟ್ಟಿ, ಶ್ರೀ ಪ್ರಶಾಂತ್ ಆಳ್ವ, ಶ್ರೀ ಕಿರಣ್ ಶೆಟ್ಟಿ (ಸೂಪರ್‌ವೈಸರ್, ಬ್ಯಾಂಕಿಂಗ್ ಪ್ರತಿನಿಧಿ) ಹಾಗೂ ಸಿಬ್ಬಂದಿವರ್ಗ xyxy=(972,2238,1517,2266)
logo-text: ಹೊಸ ದಿಗಂತ xyxy=(127,55,250,86)
story-nda-body2: ಯುಡಿಎಫ್ 17 ಪಂಚಾಯತ್‌ಗಳಲ್ಲಿ, ಎಲ್‌ಡಿಎಫ್ 13 ಪಂಚಾಯತ್‌ಗಳಲ್ಲಿ ಮತ್ತು ಬಿಜೆಪಿ ನೇತೃತ್ವದ ಎನ್‌ಡಿಎ ಮೈತ್ರಿಕೂಟವು ಮೂರು ಪಂಚಾಯತ್‌ಗಳಲ್ಲಿ ಅಧಿಕಾರದ ಗದ್ದುಗೆ ಹಿಡಿದಿದೆ. ಎಣ್ಮಕಜೆ ಗ್ರಾಮ ಪಂಚಾಯತ್‌ನಲ್ಲಿ ಎನ್‌ಡಿಎ ಅತ್ಯಧಿಕ ಸ್ಥಾನ ಗಳಿಸಿದೆ. ಮಧೂರು ಪಂಚಾಯತ್‌ನಲ್ಲಿ ಬಿಜೆಪಿ ಮತ್ತೆ ಅಧಿಕಾರ ಪಡೆದಿದೆ. ಕುಂಬಳೆ, ಮಂಗಲ್ಪಾಡಿ ಪಂಚಾಯತ್‌ಗಳಲ್ಲಿ ಯುಡಿಎಫ್ ಮುನ್ನಡೆ ಸಾಧಿಸಿದೆ. ಕಾರಡ್ಕ, ಬೆಳ್ಳೂರು ಪಂಚಾಯತ್‌ಗಳಲ್ಲಿ ಎನ್‌ಡಿಎ ಅತಿ ಹೆಚ್ಚು ಸ್ಥಾನಗಳನ್ನು ಪಡೆದಿದ್ದು, ಪುತ್ತಿಗೆ ಪಂಚಾಯತ್‌ನಲ್ಲಿ ಅತಂತ್ರ ಸ್ಥಿತಿ ನಿರ್ಮಾಣವಾಗಿದೆ. ಫಲಿತಾಂಶದ ಬಳಿಕ ಕಾರ್ಯಕರ್ತರು ವಿಜಯೋತ್ಸವ ಆಚರಿಸಿದರು. ಕೆಲವೆಡೆ ಘರ್ಷಣೆಯ ಪ್ರಕರಣಗಳು ವರದಿಯಾಗಿದ್ದು ಪೊಲೀಸರು ಪರಿಸ್ಥಿತಿ ನಿಯಂತ್ರಿಸಿದರು. xyxy=(768,1283,931,1571)
handshake-icon-right xyxy=(1458,1744,1512,1779)
kiru-item-1-text: ಪೊಲೀಸ್ ಇನ್‌ಸ್ಪೆಕ್ಟರ್‌ರ ಮೇಲೆ ಹಲ್ಲೆ ನಡೆಸಿದ ಆರೋಪದಲ್ಲಿ ಆಟೋರಿಕ್ಷಾ ಚಾಲಕ ಸೇರಿದಂತೆ ಸುಮಾರು 20 ಮಂದಿಯ ವಿರುದ್ಧ ಪೊಲೀಸರು ಕೇಸು ದಾಖಲಿಸಿಕೊಂಡಿದ್ದಾರೆ. ಚುನಾವಣಾ ಫಲಿತಾಂಶ ಪ್ರಕಟವಾದ ಬಳಿಕ ನಡೆದ ವಿಜಯೋತ್ಸವದ ವೇಳೆ ಘಟನೆ ನಡೆದಿದ್ದು, ಗಾಯಗೊಂಡ ಇನ್‌ಸ್ಪೆಕ್ಟರ್ ಆಸ್ಪತ್ರೆಗೆ ದಾಖಲಾಗಿದ್ದಾರೆ. ಈ ಬಗ್ಗೆ ಠಾಣೆಯಲ್ಲಿ ಪ್ರಕರಣ ದಾಖಲಾಗಿದ್ದು ತನಿಖೆ ಮುಂದುವರಿದಿದೆ. ಆರೋಪಿಗಳ ಪತ್ತೆಗಾಗಿ ಶೋಧ ನಡೆಸಲಾಗುತ್ತಿದೆ. xyxy=(46,302,315,412)
story-nda xyxy=(329,898,935,1589)
story-udupi-body xyxy=(46,1712,261,2311)
ad-building-windows xyxy=(1262,1584,1489,1668)
kiru-divider-2 xyxy=(46,1033,315,1035)
ad-building-photo xyxy=(1231,1492,1520,1722)
ad-rows xyxy=(970,1796,1520,1988)
people-group xyxy=(301,1807,915,2022)
ad-guests-title: ಮುಖ್ಯ ಅತಿಥಿಗಳು xyxy=(1131,1992,1358,2015)
ad-venue: ಸ್ಥಳ: ನಾಗುರಿ ಸೌಧ, ಅಡ್ಯಾರ್ ಕಟ್ಟೆ ಬಳಿ, ಅಡ್ಯಾರ್ xyxy=(1147,1765,1343,1780)
kiru-item-1-body xyxy=(46,301,315,662)
ad-bldg-name: ನಾಗುರಿ ಸೌಧ xyxy=(970,1578,1223,1631)
ad-row-3-k: ದೀಪ ಪ್ರಜ್ವಲನೆ xyxy=(970,1888,1021,1900)
story-cattle xyxy=(329,150,1035,895)
column-rule-mid xyxy=(1038,154,1040,891)
story-cattle-headline: ಜಾನುವಾರು ಅವಶೇಷ ಪತ್ತೆ xyxy=(431,200,933,269)
story-cattle-pull-a-text: ಕಳವು ಮಾಡಿ ತಂದ ನೂರಾರು ಜಾನುವಾರುಗಳನ್ನು ಇಲ್ಲಿ ಹತ್ಯೆ ಮಾಡಿ ಮಾಂಸ ಮಾಡಲಾಗುತ್ತಿತ್ತು ಎನ್ನಲಾಗಿದೆ. xyxy=(812,570,1029,622)
story-boat-photo xyxy=(1147,1013,1531,1236)
story-udupi-body3: ಸಮಾರೋಪದಲ್ಲಿ ಸಾಹಿತಿ ಡಾ. ವೈದೇಹಿ, ಡಾ. ಗಣನಾಥ ಎಕ್ಕಾರು ಮಾತನಾಡಿದರು. ಶ್ರೀಗಳು ಭಗವದ್ಗೀತೆಯ ಪುಸ್ತಕಗಳನ್ನು ಬಿಡುಗಡೆಗೊಳಿಸಿದರು. ಪರ್ಯಾಯ ಮಠದ ದಿವಾನರು, ಮಠದ ವ್ಯವಸ್ಥಾಪಕರು ಹಾಗೂ ಭಕ್ತರು ಪಾಲ್ಗೊಂಡಿದ್ದರು. ಸ್ವಾಗತ, ನಿರೂಪಣೆ ಮತ್ತು ವಂದನಾರ್ಪಣೆಯೊಂದಿಗೆ ಸಮಾವೇಶ ಸಂಪನ್ನಗೊಂಡಿತು. xyxy=(602,2032,943,2094)
ad-row-4-k: ಭದ್ರತಾ ಕೊಠಡಿ xyxy=(970,1920,1023,1932)
kiru-item-2-place: ಕಾಸರಗೋಡು: xyxy=(46,736,101,750)
ad-row-5-v: ಶ್ರೀ ಭರತ್ ಶೆಟ್ಟಿ ವೈ., ಶಾಸಕರು, ಮಂಗಳೂರು ನಗರ ಉತ್ತರ xyxy=(1120,1952,1322,1965)
story-nda-body xyxy=(335,1026,544,1586)
registration-marks xyxy=(131,2368,192,2378)
kiru-item-1-title: ಪೊಲೀಸ್ ಇನ್‌ಸ್ಪೆಕ್ಟರ್‌ಗೆ ಹಲ್ಲೆ: 20 ಮಂದಿ ವಿರುದ್ಧ ಕೇಸು xyxy=(58,236,303,291)
section-title: ಪ್ರಾದೇಶಿಕ xyxy=(845,63,998,122)
lamp-icon xyxy=(92,54,123,84)
issue-day: ಭಾನುವಾರ xyxy=(1409,51,1463,69)
story-metaverse-text: ಮುಂಬರುವ ವರ್ಷಗಳಲ್ಲಿ ಡಿಜಿಟಲೀಕರಣವನ್ನು ಮೀರಿದ ‘ಮೆಟಾವರ್ಸ್’ ಬ್ಯಾಂಕಿಂಗ್ ಕ್ಷೇತ್ರವನ್ನು ಆಳಲಿದ್ದು, ಇದಕ್ಕೆ ಈಗಿನಿಂದಲೇ ಸಜ್ಜಾಗುವುದು ಉತ್ತಮ ಎಂದು ಬ್ಯಾಂಕ್ ಅಧಿಕಾರಿ ನಾಗರಾಜನ್ ಸುಬ್ಬು ಸಲಹೆ ನೀಡಿದ್ದಾರೆ. ಮಂಗಳೂರಿನ ಸಭಾಂಗಣದಲ್ಲಿ ನಡೆದ ಕರ್ಣಾಟಕ ಬ್ಯಾಂಕ್ ಆಫೀಸರ್ಸ್ ಆರ್ಗನೈಸೇಶನ್ (ಕೆಬಿಒಎ)ನ 20ನೇ ರಾಷ್ಟ್ರೀಯ ಸಮ್ಮೇಳನ ಉದ್ಘಾಟಿಸಿ ಅವರು ಮಾತನಾಡಿದರು. ಮೆಟಾವರ್ಸ್ ಎಂಬುದು ಬ್ಯಾಂಕಿಂಗ್ ಕ್ಷೇತ್ರದಲ್ಲಿ ಅಪಾರವಾದ ಸಂಭಾವ್ಯ ಬೆಳವಣಿಗೆ ಹೊಂದಿದ್ದು, ಹೊಸ ತಂತ್ರಜ್ಞಾನಕ್ಕೆ ತೆರೆದುಕೊಳ್ಳುವುದು ಅಗತ್ಯವಾಗಿದೆ ಎಂದು ಅವರು ಹೇಳಿದರು. ಬ್ಯಾಂಕಿಂಗ್ ಕ್ಷೇತ್ರದಲ್ಲಿ ಕ್ರಾಂತಿಕಾರಿ ಬದಲಾವಣೆಗಳು ಆಗುತ್ತಿದ್ದು, ಕೃತಕ ಬುದ್ಧಿಮತ್ತೆ, ಬ್ಲಾಕ್‌ಚೈನ್ ತಂತ್ರಜ್ಞಾನಗಳು ಹೊಸ ಅವಕಾಶಗಳನ್ನು ಸೃಷ್ಟಿಸುತ್ತಿವೆ. ಬ್ಯಾಂಕ್‌ನ ಅಧ್ಯಕ್ಷರು ಮತ್ತು ನಿರ್ದೇಶಕರು ಕಾರ್ಯಕ್ರಮದಲ್ಲಿ ಉಪಸ್ಥಿತರಿದ್ದರು. xyxy=(1054,535,1284,759)
cmyk-cyan-icon xyxy=(1369,2370,1378,2378)
hand-icon xyxy=(54,164,118,229)
cmyk-black-icon xyxy=(1411,2370,1420,2378)
ad-line2: ಹಾಗೂ ವಾಣಿಜ್ಯ ಸಂಕೀರ್ಣಗಳ xyxy=(1012,1522,1173,1542)
ad-host-2-name: ಶ್ರೀ ಜೆ. ಬಾಲಕೃಷ್ಣ ಶೆಟ್ಟಿ xyxy=(1199,2160,1291,2174)
ad-row-3-v: ಶ್ರೀ ಬ್ರಿಜೇಶ್ ಚೌಟ, ಸಂಸದರು, ದಕ್ಷಿಣ ಕನ್ನಡ xyxy=(1120,1888,1273,1900)
story-cattle-place: ಕೈಕಂಬ: xyxy=(350,282,380,296)
logo-tagline: ರಾಷ್ಟ್ರ ಜಾಗೃತಿಯ ದೈನಿಕ xyxy=(127,89,209,101)
story-metaverse-kicker: ಕೆಬಿಒಎ 20ನೇ ರಾಷ್ಟ್ರೀಯ ಸಮ್ಮೇಳನ xyxy=(1054,159,1305,184)
row-rule-2 xyxy=(46,1589,946,1591)
story-nda-box-title: ಮಾಧ್ಯಮ ಕೇಂದ್ರದಿಂದ ಫಲಿತಾಂಶ xyxy=(553,1284,731,1303)
ad-naguri xyxy=(952,1351,1533,2326)
story-nda-photo xyxy=(553,1033,931,1271)
bullet-icon xyxy=(336,283,346,293)
ad-host-1-name: ಶ್ರೀ ಆನಂದ ಶೆಟ್ಟಿ ಅಡ್ಯಾರ್ xyxy=(1008,2160,1109,2174)
ad-row-4-v: ಶ್ರೀ ಆನಂದ ಶೆಟ್ಟಿ ಅಡ್ಯಾರ್, ಅಧ್ಯಕ್ಷರು xyxy=(1120,1920,1245,1932)
